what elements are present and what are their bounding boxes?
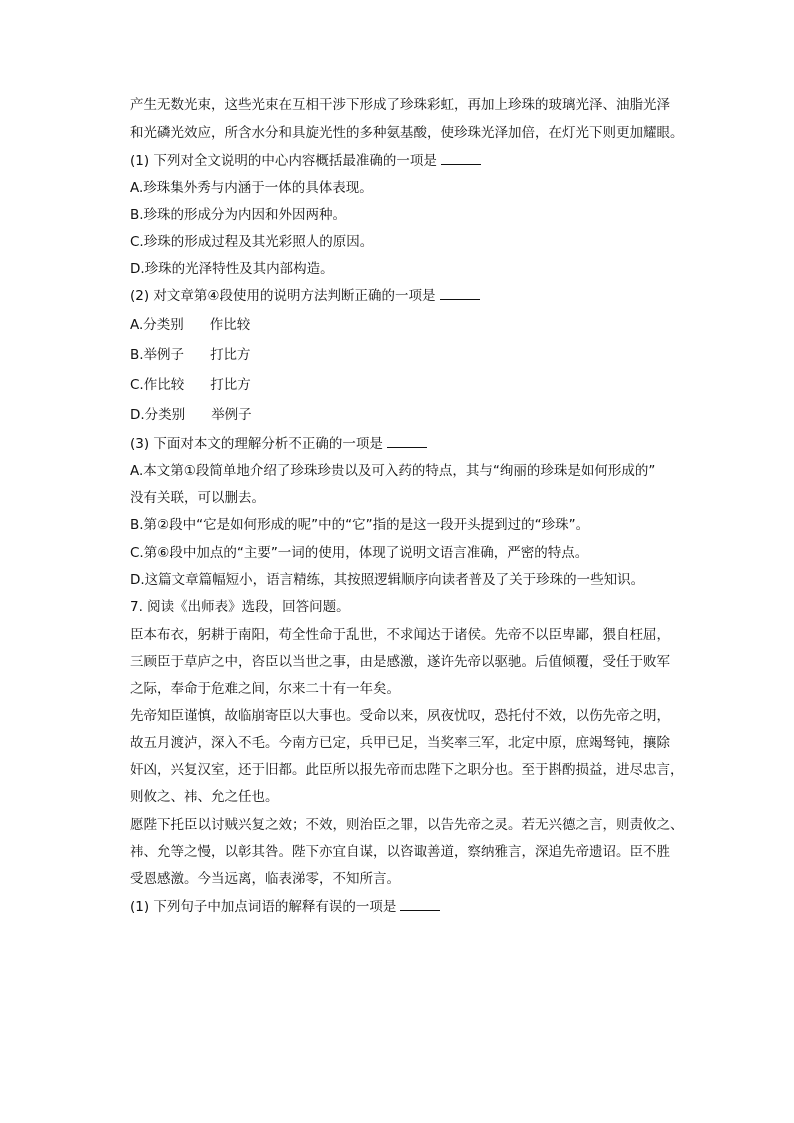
passage-line-9: 祎、允等之慢，以彰其咎。陛下亦宜自谋，以咨诹善道，察纳雅言，深追先帝遗诏。臣不胜 <box>130 844 670 860</box>
q2-option-c <box>130 375 251 395</box>
q2-option-d-second: 举例子 <box>211 407 252 423</box>
q2-option-d-first: D.分类别 <box>130 407 186 423</box>
answer-blank <box>441 151 481 165</box>
q3-option-a-cont: 没有关联，可以删去。 <box>130 490 265 506</box>
q2-option-a-second: 作比较 <box>209 317 251 333</box>
q2-stem-text: (2) 对文章第④段使用的说明方法判断正确的一项是 <box>130 288 436 304</box>
q7-heading: 7. 阅读《出师表》选段，回答问题。 <box>130 599 350 615</box>
intro-line-2: 和光磷光效应，所含水分和具旋光性的多种氨基酸，使珍珠光泽加倍，在灯光下则更加耀眼。 <box>130 125 684 141</box>
q2-option-b <box>130 345 251 365</box>
q3-option-b: B.第②段中“它是如何形成的呢”中的“它”指的是这一段开头提到过的“珍珠”。 <box>130 517 590 533</box>
q7-sub-stem <box>130 897 440 917</box>
passage-line-2: 三顾臣于草庐之中，咨臣以当世之事，由是感激，遂许先帝以驱驰。后值倾覆，受任于败军 <box>130 654 670 670</box>
q2-stem <box>130 286 480 306</box>
q2-option-c-second: 打比方 <box>210 377 251 393</box>
q7-sub-stem-text: (1) 下列句子中加点词语的解释有误的一项是 <box>130 899 397 915</box>
answer-blank <box>400 897 440 911</box>
intro-line-1: 产生无数光束，这些光束在互相干涉下形成了珍珠彩虹，再加上珍珠的玻璃光泽、油脂光泽 <box>130 97 670 113</box>
q2-option-b-first: B.举例子 <box>130 347 185 363</box>
q3-stem-text: (3) 下面对本文的理解分析不正确的一项是 <box>130 436 383 452</box>
q2-option-a <box>130 315 250 335</box>
answer-blank <box>387 434 427 448</box>
passage-line-10: 受恩感激。今当远离，临表涕零，不知所言。 <box>130 871 400 887</box>
q3-option-a: A.本文第①段简单地介绍了珍珠珍贵以及可入药的特点，其与“绚丽的珍珠是如何形成的” <box>130 463 656 479</box>
passage-line-1: 臣本布衣，躬耕于南阳，苟全性命于乱世，不求闻达于诸侯。先帝不以臣卑鄙，猥自枉屈， <box>130 627 670 643</box>
q1-option-b: B.珍珠的形成分为内因和外因两种。 <box>130 207 347 223</box>
answer-blank <box>440 286 480 300</box>
q1-option-a: A.珍珠集外秀与内涵于一体的具体表现。 <box>130 180 373 196</box>
q1-stem-text: (1) 下列对全文说明的中心内容概括最准确的一项是 <box>130 153 437 169</box>
q3-stem <box>130 434 427 454</box>
q2-option-c-first: C.作比较 <box>130 377 185 393</box>
q3-option-c: C.第⑥段中加点的“主要”一词的使用，体现了说明文语言准确，严密的特点。 <box>130 545 589 561</box>
q2-option-b-second: 打比方 <box>210 347 251 363</box>
q2-option-a-first: A.分类别 <box>130 317 184 333</box>
passage-line-8: 愿陛下托臣以讨贼兴复之效；不效，则治臣之罪，以告先帝之灵。若无兴德之言，则责攸之、 <box>130 817 684 833</box>
q1-option-c: C.珍珠的形成过程及其光彩照人的原因。 <box>130 234 374 250</box>
passage-line-3: 之际，奉命于危难之间，尔来二十有一年矣。 <box>130 681 400 697</box>
q1-stem <box>130 151 481 171</box>
passage-line-5: 故五月渡泸，深入不毛。今南方已定，兵甲已足，当奖率三军，北定中原，庶竭驽钝，攘除 <box>130 735 670 751</box>
passage-line-4: 先帝知臣谨慎，故临崩寄臣以大事也。受命以来，夙夜忧叹，恐托付不效，以伤先帝之明， <box>130 708 670 724</box>
passage-line-7: 则攸之、祎、允之任也。 <box>130 789 279 805</box>
q1-option-d: D.珍珠的光泽特性及其内部构造。 <box>130 261 334 277</box>
passage-line-6: 奸凶，兴复汉室，还于旧都。此臣所以报先帝而忠陛下之职分也。至于斟酌损益，进尽忠言， <box>130 762 684 778</box>
q3-option-d: D.这篇文章篇幅短小，语言精练，其按照逻辑顺序向读者普及了关于珍珠的一些知识。 <box>130 572 645 588</box>
q2-option-d <box>130 405 252 425</box>
